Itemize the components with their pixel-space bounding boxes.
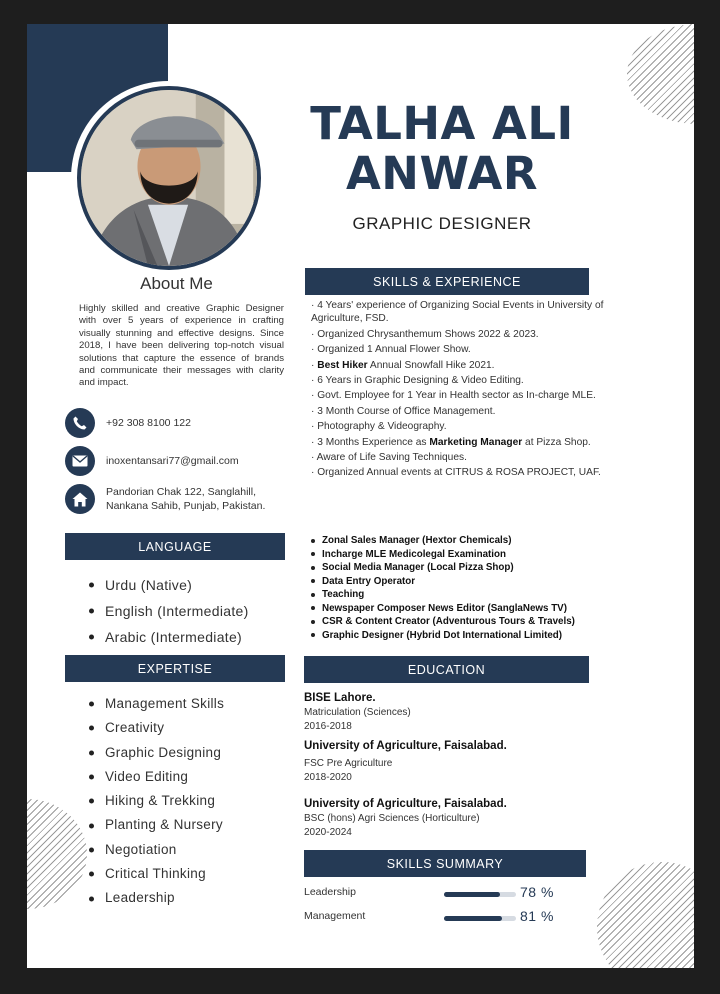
list-item: Graphic Designing — [89, 741, 224, 765]
education-years: 2018-2020 — [304, 771, 352, 783]
profile-photo — [77, 86, 261, 270]
language-list — [89, 572, 249, 650]
skill-exp-item: · Organized Chrysanthemum Shows 2022 & 2023. — [311, 328, 539, 340]
list-item: Social Media Manager (Local Pizza Shop) — [311, 561, 621, 575]
education-degree: FSC Pre Agriculture — [304, 758, 393, 769]
list-item: Teaching — [311, 588, 621, 602]
list-item: Data Entry Operator — [311, 575, 621, 589]
job-title: GRAPHIC DESIGNER — [352, 214, 532, 233]
phone-number: +92 308 8100 122 — [106, 417, 191, 429]
address-line-1: Pandorian Chak 122, Sanglahill, — [106, 486, 257, 498]
list-item: Urdu (Native) — [89, 572, 249, 598]
skill-meter-percent: 78 % — [520, 884, 554, 900]
education-school: University of Agriculture, Faisalabad. — [304, 740, 507, 752]
skill-meter-label: Leadership — [304, 886, 356, 898]
email-icon — [65, 446, 95, 476]
skill-exp-item: · Best Hiker Annual Snowfall Hike 2021. — [311, 359, 495, 371]
skills-experience-heading: SKILLS & EXPERIENCE — [305, 268, 589, 295]
person-name: TALHA ALI ANWAR — [310, 97, 574, 200]
education-degree: Matriculation (Sciences) — [304, 707, 411, 718]
skill-meter-label: Management — [304, 910, 366, 922]
expertise-heading: EXPERTISE — [65, 655, 285, 682]
skills-experience-list — [311, 299, 616, 482]
education-years: 2020-2024 — [304, 826, 352, 838]
list-item: Hiking & Trekking — [89, 789, 224, 813]
skill-exp-item: · Govt. Employee for 1 Year in Health sector as In-charge MLE. — [311, 390, 596, 402]
about-title: About Me — [140, 274, 213, 293]
skill-exp-item: · Organized 1 Annual Flower Show. — [311, 344, 471, 356]
contact-email — [65, 446, 239, 476]
list-item: Video Editing — [89, 765, 224, 789]
education-item — [304, 739, 604, 784]
list-item: English (Intermediate) — [89, 598, 249, 624]
list-item: Management Skills — [89, 692, 224, 716]
expertise-list — [89, 692, 224, 911]
education-years: 2016-2018 — [304, 720, 352, 732]
skill-meter-leadership — [304, 886, 594, 902]
skill-meter-fill — [444, 916, 502, 921]
resume-page — [27, 24, 694, 968]
education-school: BISE Lahore. — [304, 692, 376, 704]
skills-summary-heading: SKILLS SUMMARY — [304, 850, 586, 877]
list-item: Negotiation — [89, 838, 224, 862]
skill-exp-item: · Organized Annual events at CITRUS & ROSA PROJECT, UAF. — [311, 467, 601, 479]
address-text — [106, 485, 265, 513]
list-item: Graphic Designer (Hybrid Dot International Limited) — [311, 629, 621, 643]
skill-meter-track — [444, 892, 516, 897]
hatch-decoration-bottom-left — [27, 799, 87, 909]
list-item: Creativity — [89, 716, 224, 740]
hatch-decoration-top-right — [627, 24, 694, 124]
contact-phone — [65, 408, 191, 438]
education-degree: BSC (hons) Agri Sciences (Horticulture) — [304, 813, 480, 824]
skill-meter-fill — [444, 892, 500, 897]
list-item: Zonal Sales Manager (Hextor Chemicals) — [311, 534, 621, 548]
skill-exp-item: · 4 Years' experience of Organizing Social Events in University of Agriculture, FSD. — [311, 300, 604, 325]
skill-exp-item: · 3 Month Course of Office Management. — [311, 405, 496, 417]
hatch-decoration-bottom-right — [597, 862, 694, 968]
list-item: Incharge MLE Medicolegal Examination — [311, 548, 621, 562]
list-item: Planting & Nursery — [89, 813, 224, 837]
skill-meter-management — [304, 910, 594, 926]
profile-photo-illustration — [81, 90, 257, 266]
list-item: Arabic (Intermediate) — [89, 624, 249, 650]
education-item — [304, 797, 604, 839]
jobs-list — [311, 534, 621, 642]
contact-address — [65, 484, 265, 514]
education-item — [304, 691, 604, 733]
list-item: Critical Thinking — [89, 862, 224, 886]
list-item: Leadership — [89, 886, 224, 910]
skill-meter-track — [444, 916, 516, 921]
home-icon — [65, 484, 95, 514]
about-text: Highly skilled and creative Graphic Designer with over 5 years of experience in crafting visually stunning and effective designs. Since 2018, I have been delivering top-notch visual solutions that capture the essence of brands and communicate their messages with clarity and impact. — [79, 303, 284, 389]
phone-icon — [65, 408, 95, 438]
skill-exp-item: · Photography & Videography. — [311, 421, 447, 433]
education-heading: EDUCATION — [304, 656, 589, 683]
skill-exp-item: · 3 Months Experience as Marketing Manager at Pizza Shop. — [311, 436, 591, 448]
address-line-2: Nankana Sahib, Punjab, Pakistan. — [106, 500, 266, 512]
education-school: University of Agriculture, Faisalabad. — [304, 798, 507, 810]
skill-exp-item: · Aware of Life Saving Techniques. — [311, 452, 467, 464]
skill-exp-item: · 6 Years in Graphic Designing & Video Editing. — [311, 375, 524, 387]
language-heading: LANGUAGE — [65, 533, 285, 560]
list-item: Newspaper Composer News Editor (SanglaNews TV) — [311, 602, 621, 616]
skill-meter-percent: 81 % — [520, 908, 554, 924]
email-address: inoxentansari77@gmail.com — [106, 455, 239, 467]
list-item: CSR & Content Creator (Adventurous Tours & Travels) — [311, 615, 621, 629]
